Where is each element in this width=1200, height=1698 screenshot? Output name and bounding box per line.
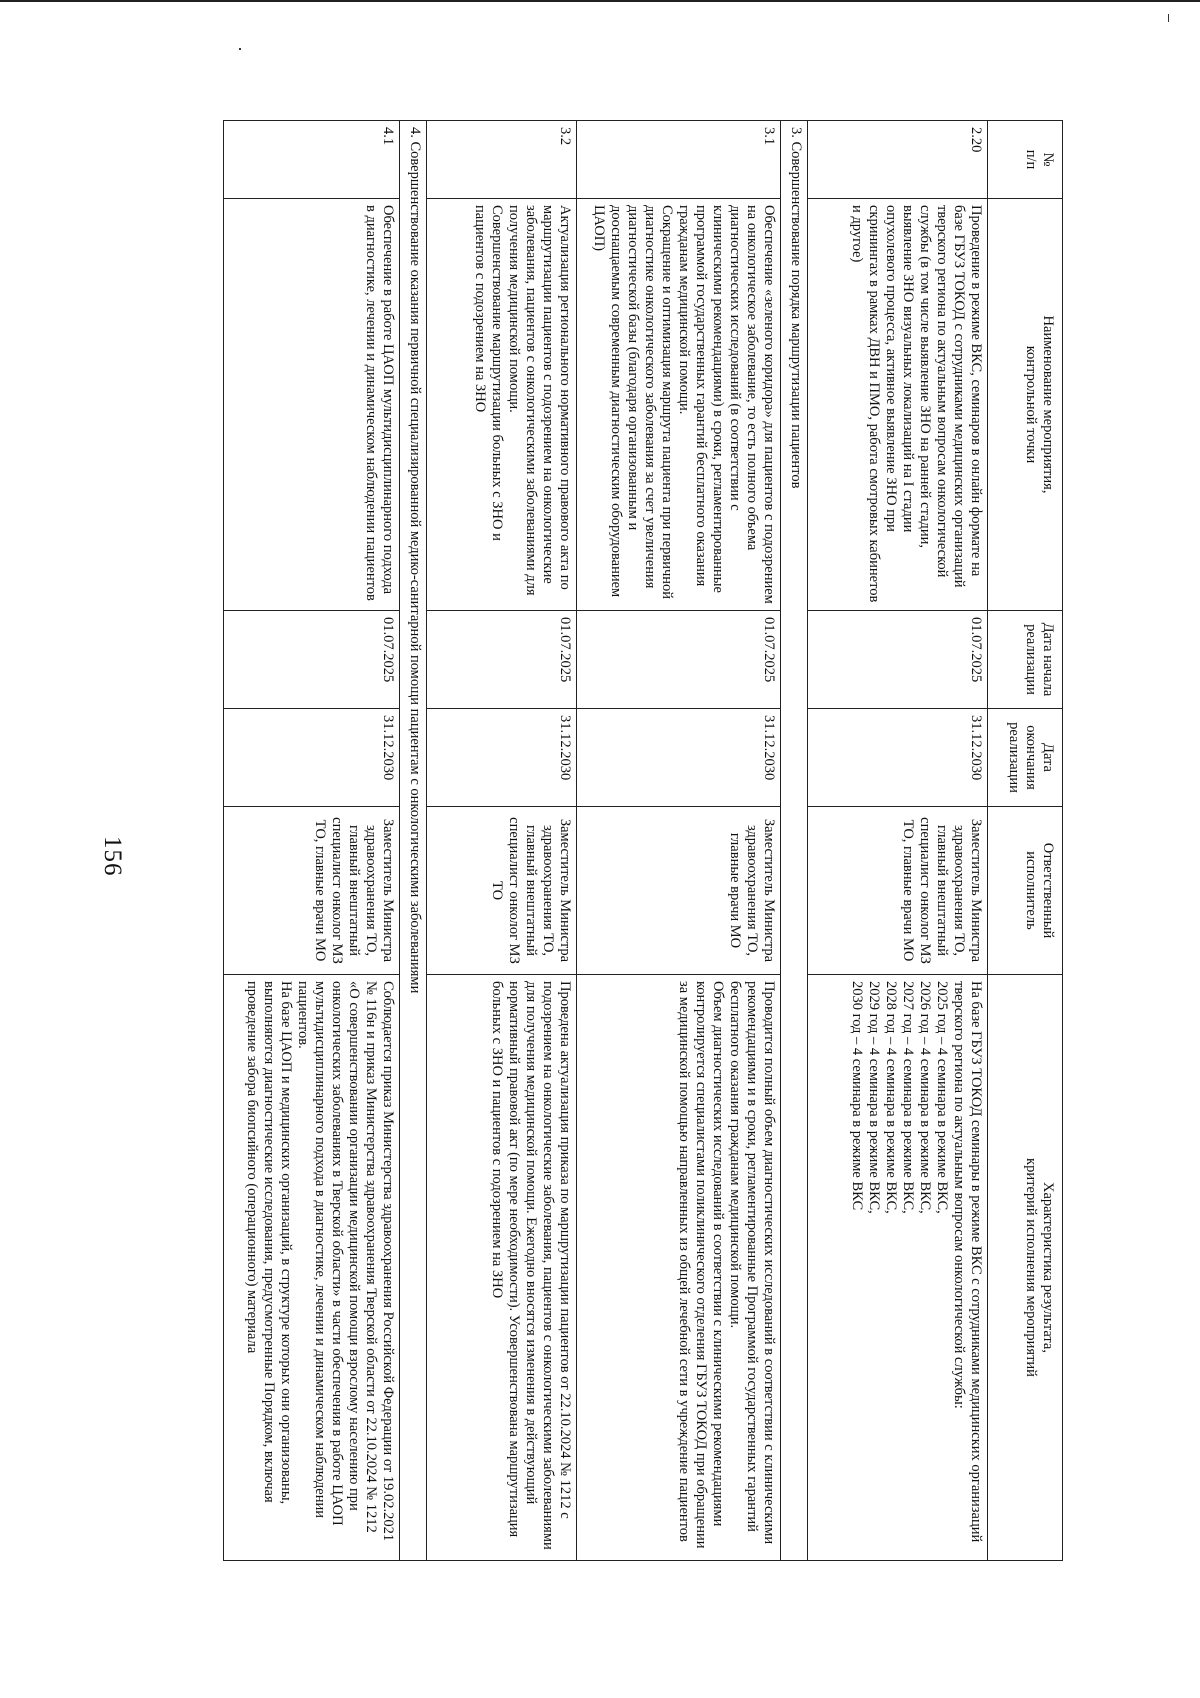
row-start-date: 01.07.2025 — [577, 611, 781, 709]
header-start-date: Дата начала реализации — [988, 611, 1063, 709]
table-row — [224, 121, 400, 1561]
row-responsible: Заместитель Министра здравоохранения ТО, главный внештатный специалист онколог МЗ ТО — [427, 807, 577, 975]
row-end-date: 31.12.2030 — [427, 709, 577, 807]
header-end-date: Дата окончания реализации — [988, 709, 1063, 807]
row-num: 2.20 — [808, 121, 988, 199]
table-row — [808, 121, 988, 1561]
action-plan-table — [223, 120, 1063, 1561]
row-num: 4.1 — [224, 121, 400, 199]
row-responsible: Заместитель Министра здравоохранения ТО, главные врачи МО — [577, 807, 781, 975]
header-name: Наименование мероприятия, контрольной точки — [988, 199, 1063, 611]
scan-mark — [239, 48, 241, 50]
row-name: Обеспечение «зеленого коридора» для пациентов с подозрением на онкологическое заболевание, то есть полного объема диагностических исследований (в соответствии с клиническими рекомендациями) в сроки, регламентированные программой государственных гарантий бесплатного оказания гражданам медицинской помощи. Сокращение и оптимизация маршрута пациента при первичной диагностике онкологического заболевания за счет увеличения диагностической базы (благодаря организованным и дооснащаемым современным диагностическим оборудованием ЦАОП) — [577, 199, 781, 611]
row-result: Соблюдается приказ Министерства здравоохранения Российской Федерации от 19.02.2021 № 116н и приказ Министерства здравоохранения Тверской области от 22.10.2024 № 1212 «О совершенствовании организации медицинской помощи взрослому населению при онкологических заболеваниях в Тверской области» в части обеспечения в работе ЦАОП мультидисциплинарного подхода в диагностике, лечении и динамическом наблюдении пациентов. На базе ЦАОП и медицинских организаций, в структуре которых они организованы, выполняются диагностические исследования, предусмотренные Порядком, включая проведение забора биопсийного (операционного) материала — [224, 975, 400, 1561]
section-title: 4. Совершенствование оказания первичной специализированной медико-санитарной помощи пациентам с онкологическими заболеваниями — [400, 121, 427, 1561]
row-end-date: 31.12.2030 — [577, 709, 781, 807]
section-row — [400, 121, 427, 1561]
row-start-date: 01.07.2025 — [224, 611, 400, 709]
table-row — [577, 121, 781, 1561]
section-title: 3. Совершенствование порядка маршрутизации пациентов — [781, 121, 808, 1561]
page-number: 156 — [99, 836, 126, 877]
table-header-row — [988, 121, 1063, 1561]
row-name: Проведение в режиме ВКС, семинаров в онлайн формате на базе ГБУЗ ТОКОД с сотрудниками медицинских организаций тверского региона по актуальным вопросам онкологической службы (в том числе выявление ЗНО на ранней стадии, выявление ЗНО визуальных локализаций на I стадии опухолевого процесса, активное выявление ЗНО при скринингах в рамках ДВН и ПМО, работа смотровых кабинетов и другое) — [808, 199, 988, 611]
rotated-table-container — [223, 120, 1063, 1561]
row-responsible: Заместитель Министра здравоохранения ТО, главный внештатный специалист онколог МЗ ТО, главные врачи МО — [808, 807, 988, 975]
section-row — [781, 121, 808, 1561]
scan-mark — [1168, 14, 1169, 22]
header-num: № п/п — [988, 121, 1063, 199]
table-row — [427, 121, 577, 1561]
row-start-date: 01.07.2025 — [808, 611, 988, 709]
row-start-date: 01.07.2025 — [427, 611, 577, 709]
row-num: 3.2 — [427, 121, 577, 199]
row-name: Обеспечение в работе ЦАОП мультидисциплинарного подхода в диагностике, лечении и динамическом наблюдении пациентов — [224, 199, 400, 611]
row-result: Проведена актуализация приказа по маршрутизации пациентов от 22.10.2024 № 1212 с подозрением на онкологические заболевания, пациентов с онкологическими заболеваниями для получения медицинской помощи. Ежегодно вносятся изменения в действующий нормативный правовой акт (по мере необходимости). Усовершенствована маршрутизация больных с ЗНО и пациентов с подозрением на ЗНО — [427, 975, 577, 1561]
row-responsible: Заместитель Министра здравоохранения ТО, главный внештатный специалист онколог МЗ ТО, главные врачи МО — [224, 807, 400, 975]
row-result: Проводится полный объем диагностических исследований в соответствии с клиническими рекомендациями и в сроки, регламентированные Программой государственных гарантий бесплатного оказания гражданам медицинской помощи. Объем диагностических исследований в соответствии с клиническими рекомендациями контролируется специалистами поликлинического отделения ГБУЗ ТОКОД при обращении за медицинской помощью направленных из общей лечебной сети в учреждение пациентов — [577, 975, 781, 1561]
row-end-date: 31.12.2030 — [808, 709, 988, 807]
row-end-date: 31.12.2030 — [224, 709, 400, 807]
top-border-line — [0, 0, 1200, 2]
row-name: Актуализация регионального нормативного правового акта по маршрутизации пациентов с подозрением на онкологические заболевания, пациентов с онкологическими заболеваниями для получения медицинской помощи. Совершенствование маршрутизации больных с ЗНО и пациентов с подозрением на ЗНО — [427, 199, 577, 611]
row-num: 3.1 — [577, 121, 781, 199]
row-result: На базе ГБУЗ ТОКОД семинары в режиме ВКС с сотрудниками медицинских организаций тверского региона по актуальным вопросам онкологической службы: 2025 год – 4 семинара в режиме ВКС, 2026 год – 4 семинара в режиме ВКС, 2027 год – 4 семинара в режиме ВКС, 2028 год – 4 семинара в режиме ВКС, 2029 год – 4 семинара в режиме ВКС, 2030 год – 4 семинара в режиме ВКС — [808, 975, 988, 1561]
header-responsible: Ответственный исполнитель — [988, 807, 1063, 975]
header-result: Характеристика результата, критерий исполнения мероприятий — [988, 975, 1063, 1561]
